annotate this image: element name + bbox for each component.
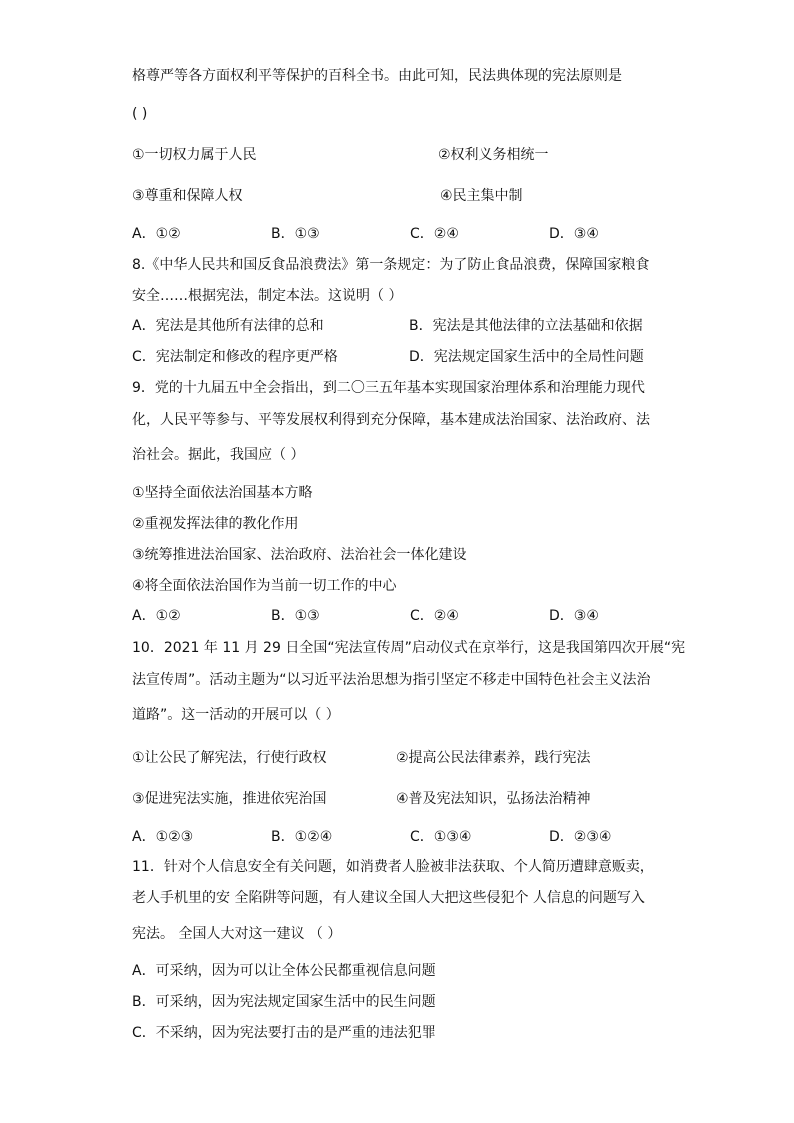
q9-item-4: ④将全面依法治国作为当前一切工作的中心 <box>132 578 397 594</box>
q10-option-d: D．②③④ <box>549 829 612 845</box>
q8-stem-line-1: 8.《中华人民共和国反食品浪费法》第一条规定：为了防止食品浪费，保障国家粮食 <box>132 257 650 273</box>
q10-options <box>132 827 652 847</box>
q10-stem-line-3: 道路”。这一活动的开展可以（ ） <box>132 707 340 723</box>
q8-option-b: B．宪法是其他法律的立法基础和依据 <box>409 318 643 334</box>
q7-option-d: D．③④ <box>549 226 599 242</box>
q8-option-d: D．宪法规定国家生活中的全局性问题 <box>409 349 644 365</box>
q8-option-c: C．宪法制定和修改的程序更严格 <box>132 349 338 365</box>
q10-item-3: ③促进宪法实施，推进依宪治国 <box>132 791 327 807</box>
q10-item-4: ④普及宪法知识，弘扬法治精神 <box>396 791 591 807</box>
q11-stem-line-1: 11．针对个人信息安全有关问题，如消费者人脸被非法获取、个人简历遭肆意贩卖， <box>132 859 654 875</box>
q9-stem-line-2: 化，人民平等参与、平等发展权利得到充分保障，基本建成法治国家、法治政府、法 <box>132 412 650 428</box>
q9-item-2: ②重视发挥法律的教化作用 <box>132 516 299 532</box>
q7-option-b: B．①③ <box>271 226 320 242</box>
q8-options-row-2 <box>132 347 652 367</box>
q9-stem-line-3: 治社会。据此，我国应（ ） <box>132 447 305 463</box>
q9-option-c: C．②④ <box>410 608 459 624</box>
q10-option-b: B．①②④ <box>271 829 333 845</box>
q9-option-a: A．①② <box>132 608 181 624</box>
q9-item-3: ③统筹推进法治国家、法治政府、法治社会一体化建设 <box>132 547 467 563</box>
q7-answer-paren: ( ) <box>132 106 148 122</box>
q7-items-row-1 <box>132 145 652 165</box>
q10-stem-line-2: 法宣传周”。活动主题为“以习近平法治思想为指引坚定不移走中国特色社会主义法治 <box>132 672 651 688</box>
q11-stem-line-2: 老人手机里的安 全陷阱等问题，有人建议全国人大把这些侵犯个 人信息的问题写入 <box>132 890 645 906</box>
q8-options-row-1 <box>132 316 652 336</box>
q7-option-a: A．①② <box>132 226 181 242</box>
q10-item-2: ②提高公民法律素养，践行宪法 <box>396 750 591 766</box>
q9-stem-line-1: 9．党的十九届五中全会指出，到二〇三五年基本实现国家治理体系和治理能力现代 <box>132 380 645 396</box>
q7-stem-tail: 格尊严等各方面权利平等保护的百科全书。由此可知，民法典体现的宪法原则是 <box>132 68 622 84</box>
q8-stem-line-2: 安全……根据宪法，制定本法。这说明（ ） <box>132 288 403 304</box>
q9-option-b: B．①③ <box>271 608 320 624</box>
q11-option-b: B．可采纳，因为宪法规定国家生活中的民生问题 <box>132 994 436 1010</box>
q9-item-1: ①坚持全面依法治国基本方略 <box>132 485 313 501</box>
q9-options <box>132 606 652 626</box>
q10-item-1: ①让公民了解宪法，行使行政权 <box>132 750 327 766</box>
q7-item-2: ②权利义务相统一 <box>438 147 549 163</box>
q11-option-c: C．不采纳，因为宪法要打击的是严重的违法犯罪 <box>132 1025 436 1041</box>
q9-option-d: D．③④ <box>549 608 599 624</box>
q7-options <box>132 224 652 244</box>
q11-option-a: A．可采纳，因为可以让全体公民都重视信息问题 <box>132 963 436 979</box>
q7-items-row-2 <box>132 186 652 206</box>
q8-option-a: A．宪法是其他所有法律的总和 <box>132 318 324 334</box>
q10-items-row-1 <box>132 748 652 768</box>
q11-stem-line-3: 宪法。 全国人大对这一建议 （ ） <box>132 926 342 942</box>
q7-option-c: C．②④ <box>410 226 459 242</box>
q10-items-row-2 <box>132 789 652 809</box>
q7-item-1: ①一切权力属于人民 <box>132 147 257 163</box>
q7-item-4: ④民主集中制 <box>440 188 523 204</box>
q7-item-3: ③尊重和保障人权 <box>132 188 243 204</box>
q10-stem-line-1: 10．2021 年 11 月 29 日全国“宪法宣传周”启动仪式在京举行，这是我国第四次开展“宪 <box>132 640 686 656</box>
q10-option-a: A．①②③ <box>132 829 194 845</box>
q10-option-c: C．①③④ <box>410 829 472 845</box>
